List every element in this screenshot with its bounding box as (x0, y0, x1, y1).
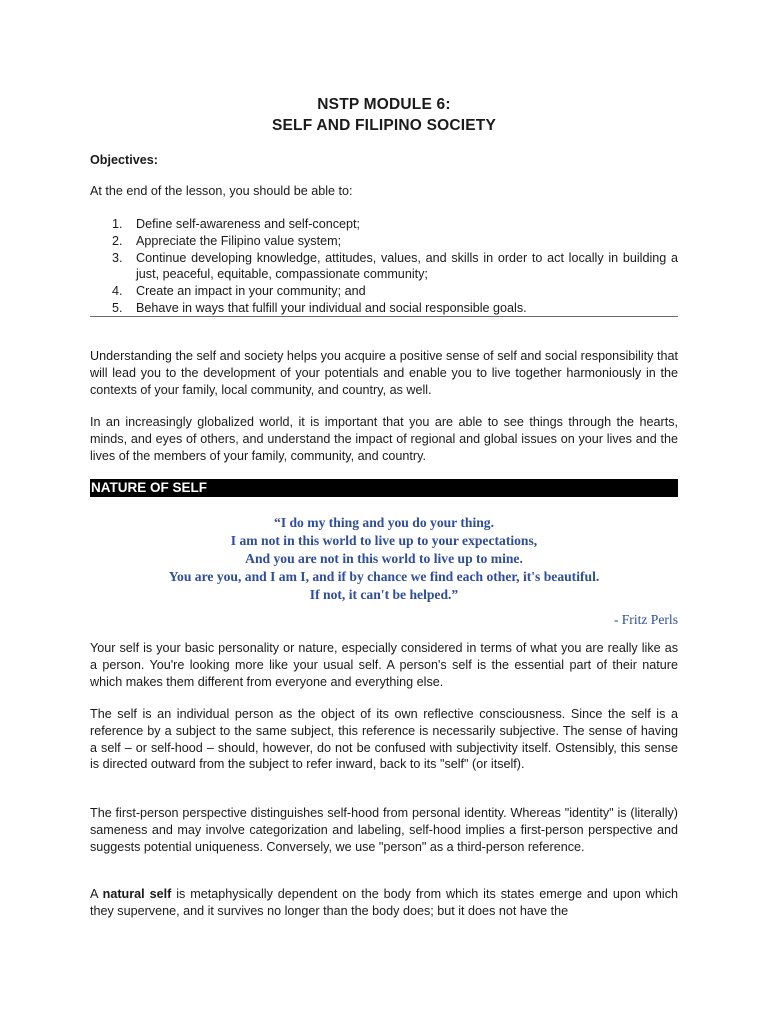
quote-block (0, 514, 768, 604)
paragraph-understanding: Understanding the self and society helps you acquire a positive sense of self and social responsibility that will lead you to the development of your potentials and enable you to live together harmoniously in the contexts of your family, local community, and country, as well. (90, 349, 678, 397)
list-item-text: Appreciate the Filipino value system; (136, 233, 342, 248)
list-item (112, 300, 678, 317)
quote-author: - Fritz Perls (613, 612, 678, 627)
paragraph-individual: The self is an individual person as the object of its own reflective consciousness. Since the self is a reference by a subject to the same subject, this reference is necessarily subjective. The sense of having a self – or self-hood – should, however, do not be confused with subjectivity itself. Ostensibly, this sense is directed outward from the subject to refer inward, back to its "self" (or itself). (90, 707, 678, 772)
paragraph-natural-prefix: A (90, 887, 103, 901)
list-item (112, 250, 678, 284)
module-subtitle: SELF AND FILIPINO SOCIETY (271, 117, 497, 134)
list-item (112, 233, 678, 250)
list-item-number: 5. (112, 300, 123, 315)
objectives-intro: At the end of the lesson, you should be able to: (90, 184, 353, 198)
list-item-text: Define self-awareness and self-concept; (136, 217, 361, 231)
paragraph-first-person: The first-person perspective distinguishes self-hood from personal identity. Whereas "identity" is (literally) sameness and may involve categorization and labeling, self-hood implies a first-person perspective and suggests potential uniqueness. Conversely, we use "person" as a third-person reference. (90, 806, 678, 854)
module-title: NSTP MODULE 6: (317, 96, 451, 113)
paragraph-natural-rest: is metaphysically dependent on the body from which its states emerge and upon which they supervene, and it survives no longer than the body does; but it does not have the (90, 887, 678, 918)
paragraph-natural-self (90, 886, 678, 920)
list-item-number: 3. (112, 250, 123, 265)
list-item (112, 283, 678, 300)
list-item-text: Continue developing knowledge, attitudes, values, and skills in order to act locally in building a just, peaceful, equitable, compassionate community; (136, 250, 678, 282)
list-item-number: 1. (112, 217, 123, 231)
objectives-label: Objectives: (90, 153, 158, 167)
quote-line: I am not in this world to live up to your expectations, (230, 533, 538, 548)
section-divider (90, 316, 678, 317)
quote-line: “I do my thing and you do your thing. (274, 515, 494, 530)
paragraph-self: Your self is your basic personality or nature, especially considered in terms of what you are really like as a person. You're looking more like your usual self. A person's self is the essential part of their nature which makes them different from everyone and everything else. (90, 641, 678, 689)
list-item (112, 216, 678, 233)
section-heading: NATURE OF SELF (90, 479, 678, 497)
list-item-text: Behave in ways that fulfill your individual and social responsible goals. (136, 300, 527, 315)
objectives-list (112, 216, 678, 317)
paragraph-globalized: In an increasingly globalized world, it is important that you are able to see things through the hearts, minds, and eyes of others, and understand the impact of regional and global issues on your lives and the lives of the members of your family, community, and country. (90, 415, 678, 463)
list-item-text: Create an impact in your community; and (136, 284, 366, 299)
list-item-number: 2. (112, 233, 123, 248)
quote-line: You are you, and I am I, and if by chance we find each other, it's beautiful. (168, 569, 600, 584)
quote-line: If not, it can't be helped.” (309, 587, 459, 602)
quote-line: And you are not in this world to live up to mine. (245, 551, 523, 566)
list-item-number: 4. (112, 284, 123, 299)
natural-self-term: natural self (102, 887, 172, 901)
